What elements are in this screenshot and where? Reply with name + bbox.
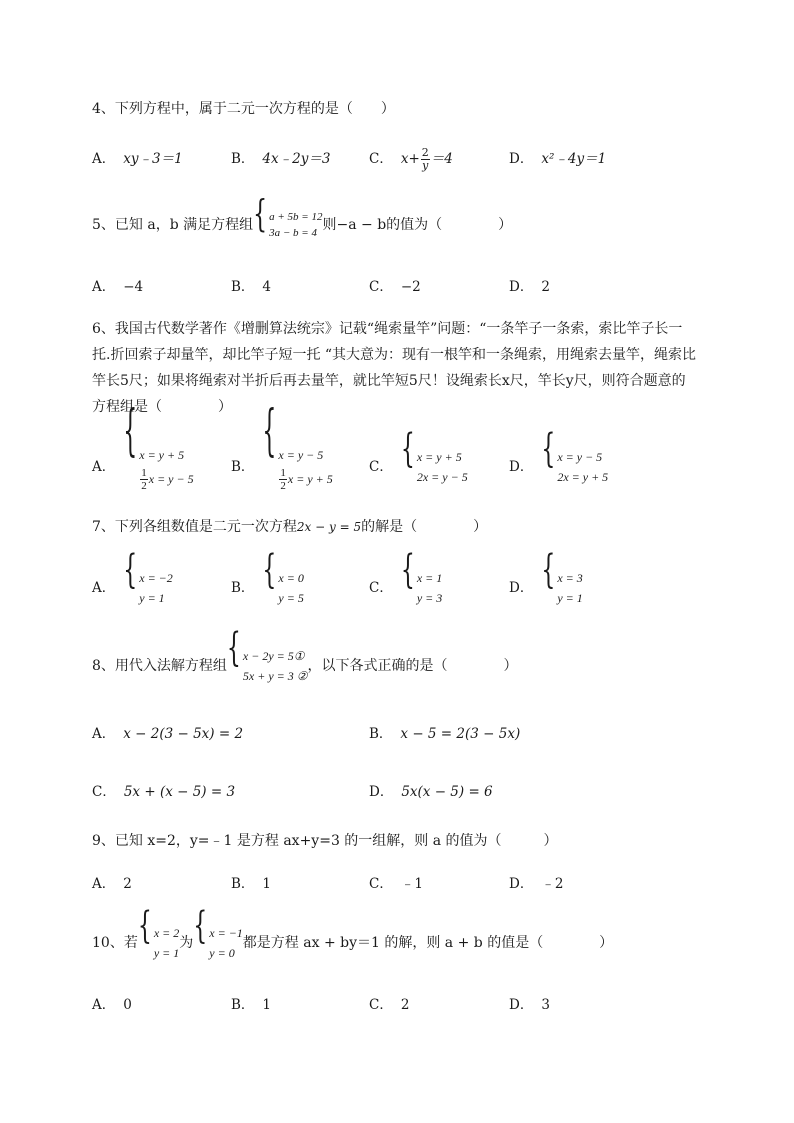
q5-eq1: a + 5b = 12 xyxy=(269,211,323,223)
question-8-stem xyxy=(92,626,518,688)
equation-system xyxy=(400,548,443,608)
q5-option-d[interactable] xyxy=(509,277,550,297)
q9-option-a[interactable] xyxy=(92,874,132,894)
q7-option-a[interactable] xyxy=(92,548,173,610)
q8-eq2: 5x + y = 3 ② xyxy=(242,669,308,683)
q6-option-c[interactable] xyxy=(369,427,468,489)
system-line-1: x = y − 5 xyxy=(557,450,603,464)
option-label: C． xyxy=(369,580,393,596)
fraction xyxy=(421,147,430,172)
option-label: B． xyxy=(231,151,255,167)
system-line-1: x = 0 xyxy=(278,571,304,585)
q6-line-3: 竿长5尺；如果将绳索对半折后再去量竿，就比竿短5尺！设绳索长x尺，竿长y尺，则符合题意的 xyxy=(92,373,686,389)
brace-icon: { xyxy=(226,626,241,672)
system-line-1: x = y + 5 xyxy=(139,447,185,462)
q4-option-d[interactable] xyxy=(509,149,606,169)
q10-system-1 xyxy=(137,905,180,963)
q7-option-d[interactable] xyxy=(509,548,583,610)
brace-icon: { xyxy=(541,548,556,594)
q10-option-c[interactable] xyxy=(369,995,409,1015)
q6-option-d[interactable] xyxy=(509,427,609,489)
q8-option-d[interactable] xyxy=(369,782,493,802)
option-value: 2 xyxy=(123,876,132,892)
system-line-2: y = 1 xyxy=(153,946,180,960)
q6-line-2: 托.折回索子却量竿，却比竿子短一托 “其大意为：现有一根竿和一条绳索，用绳索去量竿，绳索比 xyxy=(92,347,697,363)
q5-stem-pre: 5、已知 a，b 满足方程组 xyxy=(92,217,254,233)
option-label: C． xyxy=(92,784,116,800)
system-line-2: y = 1 xyxy=(557,591,583,605)
equation-system xyxy=(541,548,583,608)
option-label: B． xyxy=(231,279,255,295)
option-value: ﹣1 xyxy=(400,876,423,892)
q7-equation: 2x − y = 5 xyxy=(296,520,362,534)
fraction-denominator: y xyxy=(422,158,429,172)
system-line-1: x = 3 xyxy=(557,571,583,585)
brace-icon: { xyxy=(193,905,208,949)
option-label: A． xyxy=(92,279,116,295)
option-label: D． xyxy=(509,876,534,892)
q5-stem-post: 则−a − b的值为（ ） xyxy=(322,217,513,233)
option-label: D． xyxy=(509,459,534,475)
q5-eq2: 3a − b = 4 xyxy=(269,227,317,239)
question-5-stem xyxy=(92,194,513,245)
q7-option-b[interactable] xyxy=(231,548,304,610)
question-6-stem xyxy=(92,316,742,420)
option-label: D． xyxy=(509,279,534,295)
option-label: B． xyxy=(231,459,255,475)
system-line-2-text: x = y − 5 xyxy=(148,472,194,486)
q7-stem-pre: 7、下列各组数值是二元一次方程 xyxy=(92,519,297,535)
option-label: A． xyxy=(92,580,116,596)
system-line-2: y = 1 xyxy=(139,591,165,605)
brace-icon: { xyxy=(262,548,277,594)
option-label: C． xyxy=(369,279,393,295)
question-4-stem: 4、下列方程中，属于二元一次方程的是（ ） xyxy=(92,101,395,117)
q10-option-a[interactable] xyxy=(92,995,132,1015)
option-value-post: ＝4 xyxy=(430,151,453,167)
option-label: A． xyxy=(92,997,116,1013)
option-value: 2 xyxy=(541,279,550,295)
q8-option-a[interactable] xyxy=(92,724,243,744)
system-line-2: y = 3 xyxy=(416,591,443,605)
option-label: C． xyxy=(369,997,393,1013)
fraction-numerator: 1 xyxy=(141,466,147,479)
brace-icon: { xyxy=(137,905,152,949)
brace-icon: { xyxy=(400,548,415,594)
question-7-stem xyxy=(92,517,487,537)
q4-option-c[interactable] xyxy=(369,139,453,179)
option-label: A． xyxy=(92,726,116,742)
option-value-pre: x+ xyxy=(400,151,420,167)
brace-icon: { xyxy=(262,400,277,464)
brace-icon: { xyxy=(400,427,415,473)
equation-system xyxy=(123,400,194,492)
option-label: B． xyxy=(369,726,393,742)
option-label: B． xyxy=(231,997,255,1013)
system-line-2 xyxy=(278,467,332,492)
option-value: 1 xyxy=(262,876,272,892)
option-label: D． xyxy=(509,151,534,167)
q7-option-c[interactable] xyxy=(369,548,443,610)
option-value: 5x(x − 5) = 6 xyxy=(401,784,493,800)
q4-option-b[interactable] xyxy=(231,149,330,169)
equation-system xyxy=(400,427,468,487)
q10-option-d[interactable] xyxy=(509,995,550,1015)
system-line-2: y = 5 xyxy=(278,591,304,605)
option-value: 2 xyxy=(400,997,410,1013)
question-10-stem xyxy=(92,905,614,964)
option-value: 5x + (x − 5) = 3 xyxy=(123,784,236,800)
equation-system xyxy=(123,548,173,608)
option-value: x²﹣4y＝1 xyxy=(541,151,607,167)
option-label: C． xyxy=(369,876,393,892)
option-label: A． xyxy=(92,151,116,167)
equation-system xyxy=(541,427,609,487)
q8-eq1: x − 2y = 5① xyxy=(242,649,305,663)
fraction xyxy=(279,467,287,492)
fraction-denominator: 2 xyxy=(280,479,286,492)
q8-option-b[interactable] xyxy=(369,724,520,744)
q10-stem-post: 都是方程 ax + by＝1 的解，则 a + b 的值是（ ） xyxy=(242,935,614,951)
system-line-2-text: x = y + 5 xyxy=(287,472,333,486)
system-line-1: x = −2 xyxy=(139,571,173,585)
option-value: x − 2(3 − 5x) = 2 xyxy=(123,726,244,742)
q4-option-a[interactable] xyxy=(92,149,183,169)
brace-icon: { xyxy=(123,400,138,464)
option-label: B． xyxy=(231,876,255,892)
option-value: 1 xyxy=(262,997,272,1013)
system-line-1: x = −1 xyxy=(209,926,243,940)
system-line-1: x = 1 xyxy=(416,571,443,585)
q5-option-c[interactable] xyxy=(369,277,421,297)
q9-option-d[interactable] xyxy=(509,874,563,894)
q10-stem-mid: 为 xyxy=(179,935,194,951)
option-label: D． xyxy=(369,784,394,800)
q9-option-c[interactable] xyxy=(369,874,423,894)
equation-system xyxy=(262,548,304,608)
q7-stem-post: 的解是（ ） xyxy=(361,519,488,535)
option-value: −4 xyxy=(123,279,144,295)
equation-system xyxy=(262,400,333,492)
q5-option-a[interactable] xyxy=(92,277,143,297)
q6-line-1: 6、我国古代数学著作《增删算法统宗》记载“绳索量竿”问题：“一条竿子一条索，索比竿子长一 xyxy=(92,321,683,337)
q10-stem-pre: 10、若 xyxy=(92,935,138,951)
fraction-denominator: 2 xyxy=(141,479,147,492)
brace-icon: { xyxy=(123,548,138,594)
option-label: A． xyxy=(92,876,116,892)
system-line-1: x = y + 5 xyxy=(416,450,462,464)
system-line-1: x = 2 xyxy=(153,926,180,940)
q5-option-b[interactable] xyxy=(231,277,271,297)
fraction-numerator: 1 xyxy=(280,466,286,479)
system-line-2: y = 0 xyxy=(209,946,235,960)
fraction xyxy=(140,467,148,492)
q10-system-2 xyxy=(193,905,243,963)
q8-equation-system xyxy=(226,626,308,686)
option-label: D． xyxy=(509,580,534,596)
option-value: 3 xyxy=(541,997,550,1013)
q6-line-4: 方程组是（ ） xyxy=(92,399,232,415)
option-label: A． xyxy=(92,459,116,475)
q8-stem-pre: 8、用代入法解方程组 xyxy=(92,658,227,674)
system-line-2: 2x = y + 5 xyxy=(557,470,609,484)
option-value: xy﹣3＝1 xyxy=(123,151,183,167)
option-label: C． xyxy=(369,459,393,475)
question-9-stem: 9、已知 x=2，y=﹣1 是方程 ax+y=3 的一组解，则 a 的值为（ ） xyxy=(92,833,558,849)
system-line-1: x = y − 5 xyxy=(278,447,324,462)
q10-option-b[interactable] xyxy=(231,995,271,1015)
brace-icon: { xyxy=(541,427,556,473)
option-value: 0 xyxy=(123,997,132,1013)
option-label: C． xyxy=(369,151,393,167)
option-value: −2 xyxy=(400,279,421,295)
option-label: B． xyxy=(231,580,255,596)
q8-stem-post: ，以下各式正确的是（ ） xyxy=(307,658,518,674)
q6-option-b[interactable] xyxy=(231,400,333,497)
option-value: x − 5 = 2(3 − 5x) xyxy=(400,726,521,742)
option-value: 4x﹣2y＝3 xyxy=(262,151,331,167)
q9-option-b[interactable] xyxy=(231,874,271,894)
fraction-numerator: 2 xyxy=(421,145,429,159)
option-label: D． xyxy=(509,997,534,1013)
option-value: ﹣2 xyxy=(541,876,564,892)
system-line-2: 2x = y − 5 xyxy=(416,470,468,484)
q5-equation-system xyxy=(253,194,323,241)
q8-option-c[interactable] xyxy=(92,782,235,802)
system-line-2 xyxy=(139,467,193,492)
option-value: 4 xyxy=(262,279,272,295)
brace-icon: { xyxy=(253,194,268,237)
